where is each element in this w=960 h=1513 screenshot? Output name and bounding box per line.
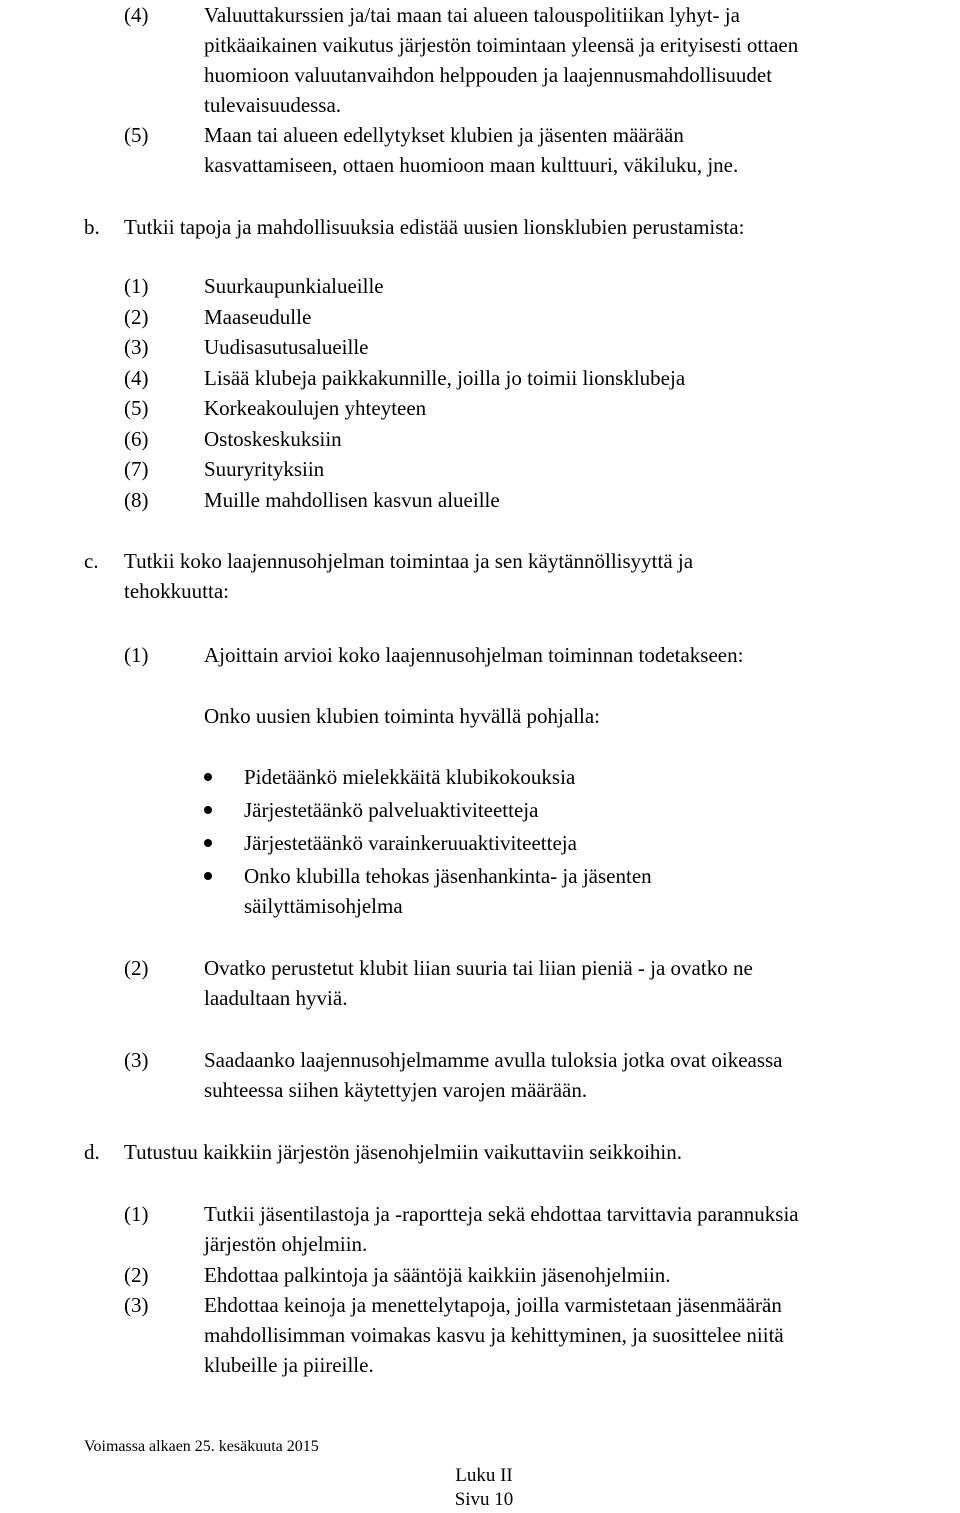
page-number: Sivu 10 [454, 1489, 514, 1510]
section-text: Tutustuu kaikkiin järjestön jäsenohjelmiin vaikuttaviin seikkoihin. [124, 1140, 683, 1164]
section-text: Tutkii koko laajennusohjelman toimintaa ja sen käytännöllisyyttä ja tehokkuutta: [124, 549, 694, 603]
section-letter: d. [84, 1140, 100, 1164]
item-text: Valuuttakurssien ja/tai maan tai alueen talouspolitiikan lyhyt- ja pitkäaikainen vaikutus järjestön toimintaan yleensä ja erityisesti ottaen huomioon valuutanvaihdon helppouden ja laajennusmahdollisuudet tulevaisuudessa. [204, 3, 799, 117]
section-letter: b. [84, 215, 100, 239]
chapter-label: Luku II [455, 1465, 513, 1486]
document-page: (4) Valuuttakurssien ja/tai maan tai alueen talouspolitiikan lyhyt- ja pitkäaikainen vaikutus järjestön toimintaan yleensä ja erityisesti ottaen huomioon valuutanvaihdon helppouden ja laajennusmahdollisuudet tulevaisuudessa. (5) Maan tai alueen edellytykset klubien ja jäsenten määrään kasvattamiseen, ottaen huomioon maan kulttuuri, väkiluku, jne. b. Tutkii tapoja ja mahdollisuuksia edistää uusien lionsklubien perustamista: (1) Suurkaupunkialueille (2) Maaseudulle (3) Uudisasutusalueille (4) Lisää klubeja paikkakunnille, joilla jo toimii lionsklubeja (5) Korkeakoulujen yhteyteen (6) Ostoskeskuksiin (7) Suuryrityksiin (8) Muille mahdollisen kasvun alueille c. Tutkii koko laajennusohjelman toimintaa ja sen käytännöllisyyttä ja tehokkuutta: (1) Ajoittain arvioi koko laajennusohjelman toiminnan todetakseen: Onko uusien klubien toiminta hyvällä pohjalla: Pidetäänkö mielekkäitä klubikokouksia Järjestetäänkö palveluaktiviteetteja Järjestetäänkö varainkeruuaktiviteetteja Onko klubilla tehokas jäsenhankinta- ja jäsenten säilyttämisohjelma (2) Ovatko perustetut klubit liian suuria tai liian pieniä - ja ovatko ne laadultaan hyviä. (3) Saadaanko laajennusohjelmamme avulla tuloksia jotka ovat oikeassa suhteessa siihen käytettyjen varojen määrään. d. Tutustuu kaikkiin järjestön jäsenohjelmiin vaikuttaviin seikkoihin. (1) Tutkii jäsentilastoja ja -raportteja sekä ehdottaa tarvittavia parannuksia järjestön ohjelmiin. (2) Ehdottaa palkintoja ja sääntöjä kaikkiin jäsenohjelmiin. (3) Ehdottaa keinoja ja menettelytapoja, joilla varmistetaan jäsenmäärän mahdollisimman voimakas kasvu ja kehittyminen, ja suosittelee niitä klubeille ja piireille. Voimassa alkaen 25. kesäkuuta 2015 Luku II Sivu 10 [0, 0, 960, 1510]
section-letter: c. [84, 549, 99, 573]
item-number: (5) [124, 123, 149, 147]
effective-date: Voimassa alkaen 25. kesäkuuta 2015 [84, 1438, 319, 1455]
item-text: Maan tai alueen edellytykset klubien ja jäsenten määrään kasvattamiseen, ottaen huomioon maan kulttuuri, väkiluku, jne. [204, 123, 739, 177]
item-number: (4) [124, 3, 149, 27]
section-text: Tutkii tapoja ja mahdollisuuksia edistää uusien lionsklubien perustamista: [124, 215, 745, 239]
